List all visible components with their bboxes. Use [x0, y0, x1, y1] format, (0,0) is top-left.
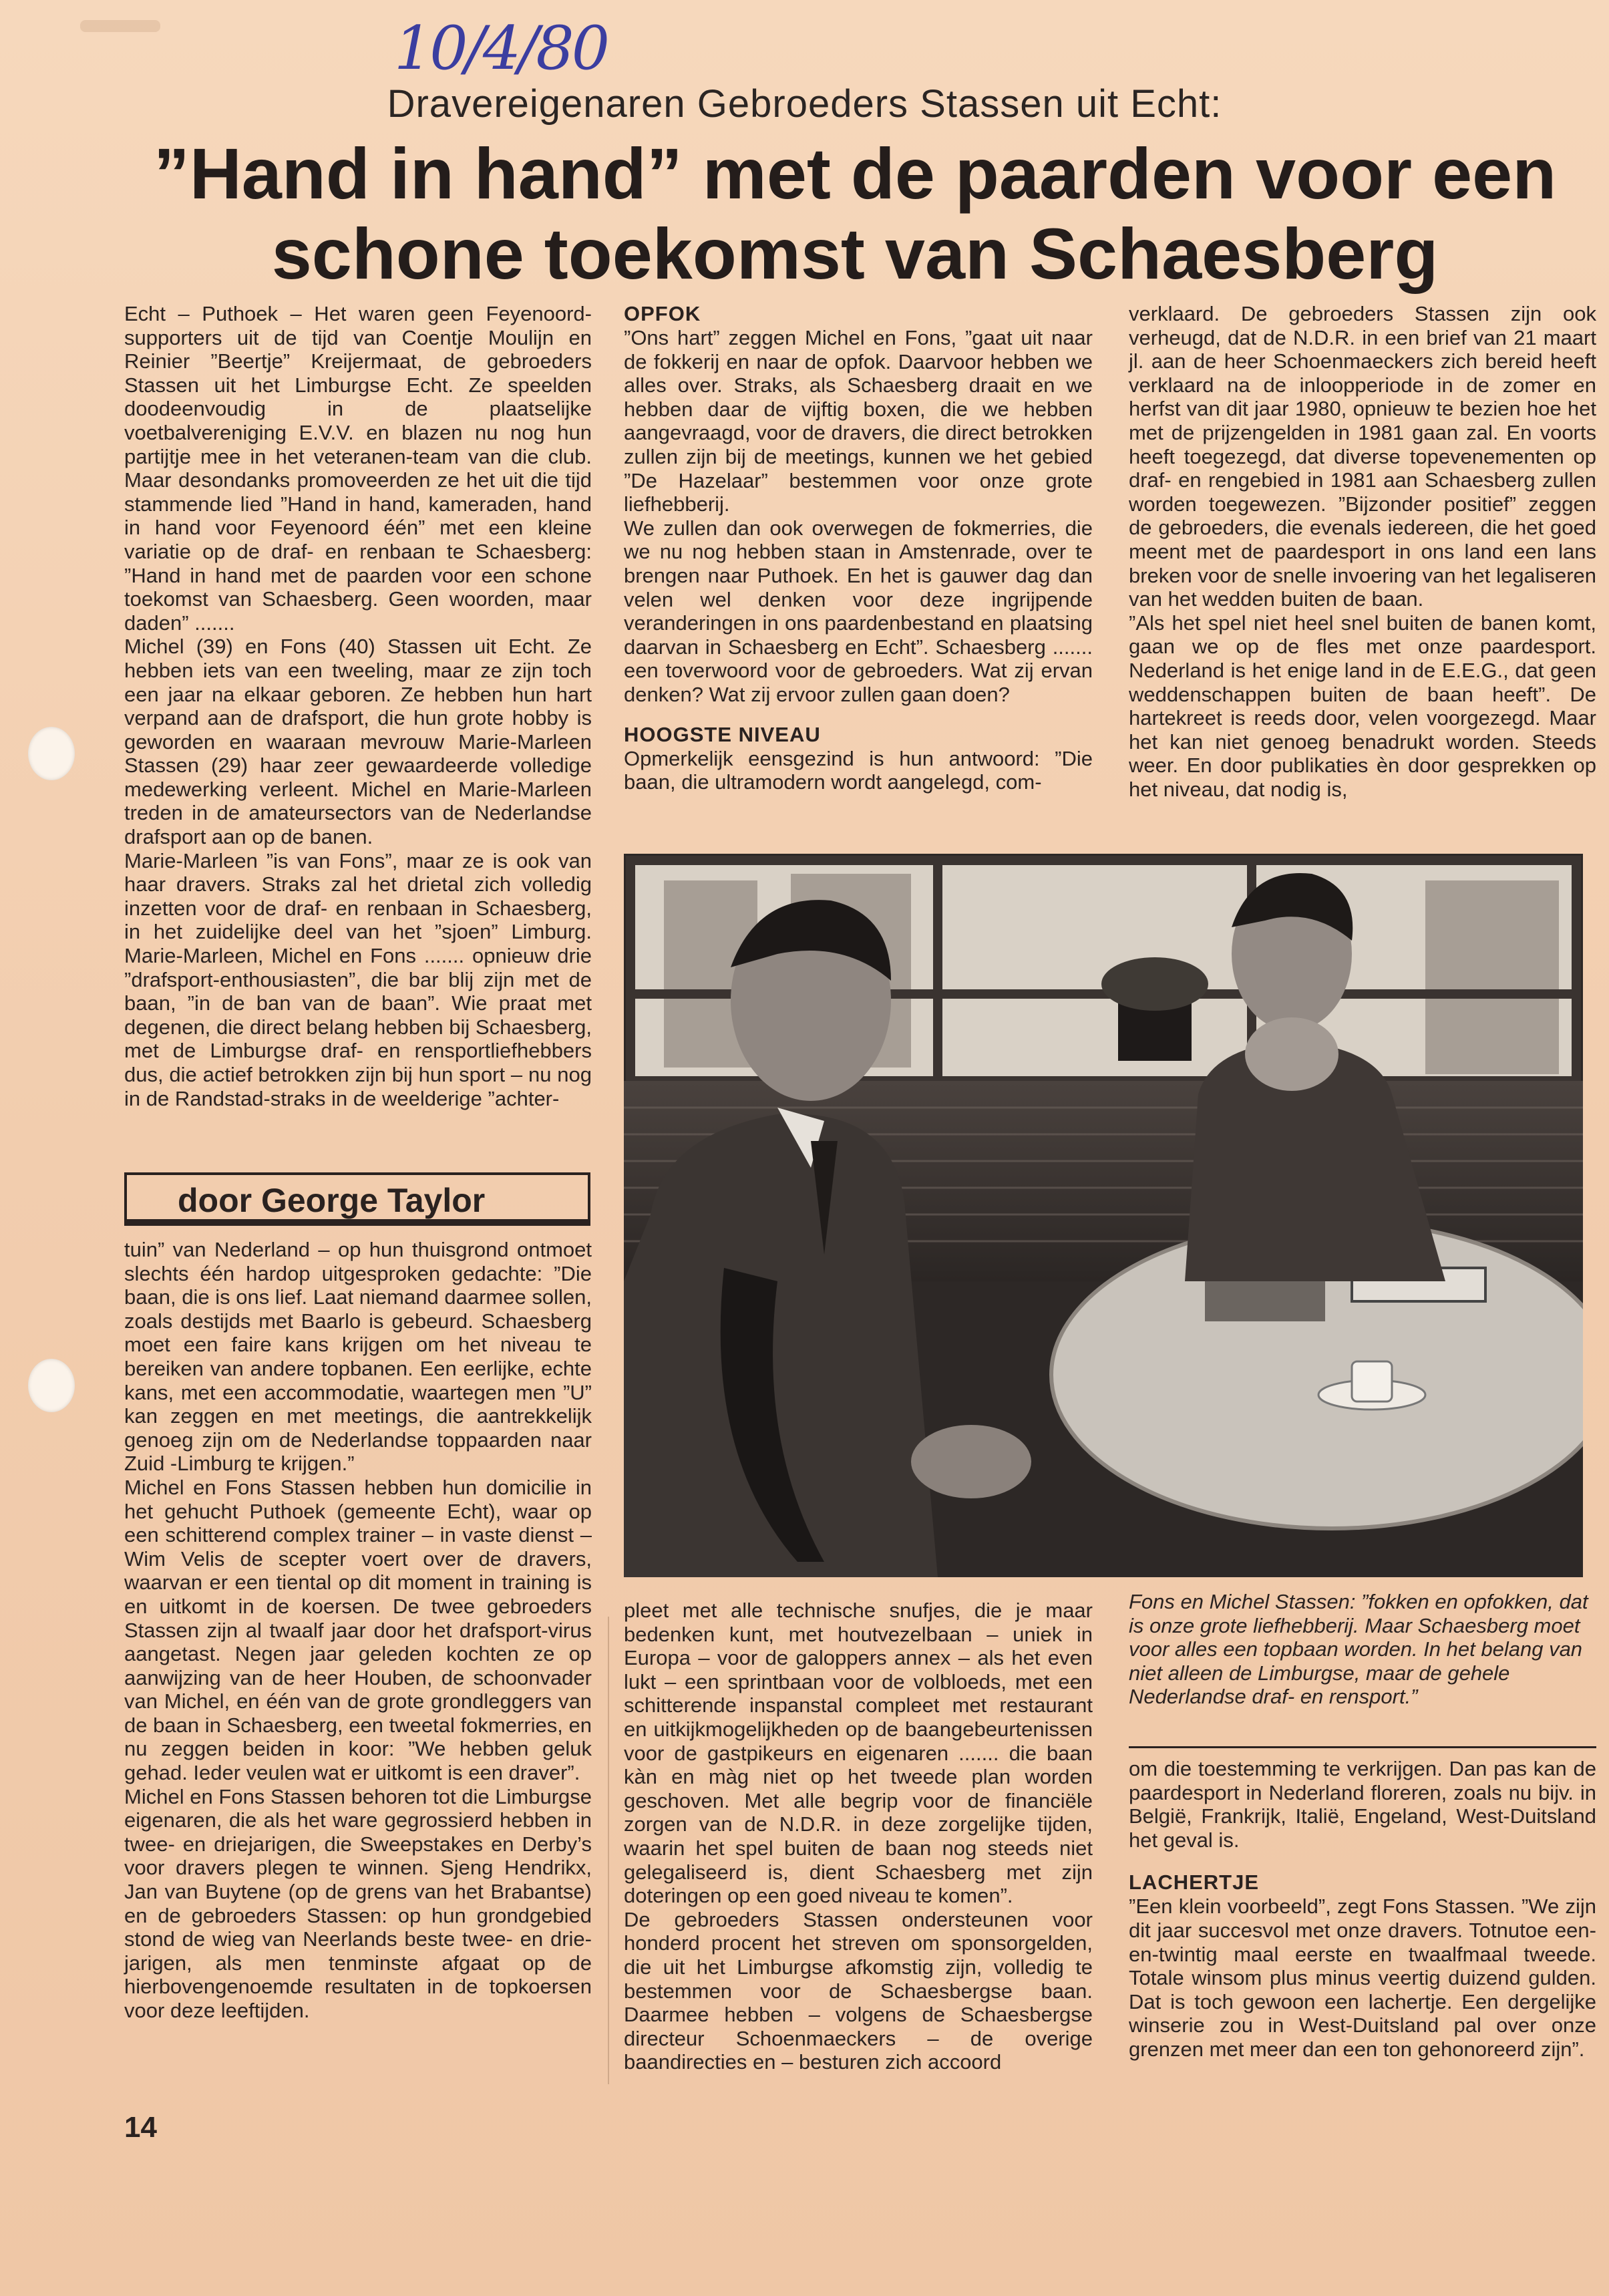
paragraph: verklaard. De gebroeders Stassen zijn ook verheugd, dat de N.D.R. in een brief van 21 maart jl. aan de heer Schoenmaeckers zich bereid heeft verklaard na de inloopperiode in de zomer en herfst van dit jaar 1980, opnieuw te bezien hoe het met de prijzengelden in 1981 gaan zal. En voorts heeft toegezegd, dat diverse topevenementen op draf- en rengebied in 1981 aan Schaesberg zullen worden toegewezen. ”Bijzonder positief” zeggen de gebroeders, die evenals iedereen, die het goed meent met de paardesport in ons land een lans breken voor de snelle invoering van het legaliseren van het wedden buiten de baan. — [1129, 302, 1596, 611]
subheading-lachertje: LACHERTJE — [1129, 1870, 1260, 1895]
paragraph: om die toestemming te verkrijgen. Dan pas kan de paardesport in Nederland floreren, zoals nu bijv. in België, Frankrijk, Italië, Engeland, West-Duitsland het geval is. — [1129, 1757, 1596, 1852]
column-1-bottom — [124, 1238, 592, 2023]
paragraph: Echt – Puthoek – Het waren geen Feyenoord-supporters uit de tijd van Coentje Moulijn en Reinier ”Beertje” Kreijermaat, de gebroeders Stassen uit het Limburgse Echt. Ze speelden doodeenvoudig in de plaatselijke voetbalvereniging E.V.V. en blazen nu nog hun partijtje mee in het veteranen-team van die club. Maar desondanks promoveerden ze het uit die tijd stammende lied ”Hand in hand, kameraden, hand in hand voor Feyenoord één” met een kleine variatie op de draf- en renbaan te Schaesberg: ”Hand in hand met de paarden voor een schone toekomst van Schaesberg. Geen woorden, maar daden” ....... — [124, 302, 592, 635]
paragraph: tuin” van Nederland – op hun thuisgrond ontmoet slechts één hardop uitgesproken gedachte: ”Die baan, die is ons lief. Laat niemand daarmee sollen, zoals destijds met Baarlo is gebeurd. Schaesberg moet een faire kans krijgen om het niveau te bereiken van andere topbanen. Een eerlijke, echte kans, met een accommodatie, waartegen men ”U” kan zeggen en met meetings, die aantrekkelijk genoeg zijn om de Nederlandse toppaarden naar Zuid -Limburg te krijgen.” — [124, 1238, 592, 1476]
paragraph: We zullen dan ook overwegen de fokmerries, die we nu nog hebben staan in Amstenrade, over te brengen naar Puthoek. En het is gauwer dag dan velen wel denken voor deze ingrijpende veranderingen in ons paardenbestand en plaatsing daarvan in Schaesberg en Echt”. Schaesberg ....... een toverwoord voor de gebroeders. Wat zij ervan denken? Wat zij ervoor zullen gaan doen? — [624, 516, 1093, 706]
handwritten-date: 10/4/80 — [394, 13, 607, 84]
paragraph: De gebroeders Stassen ondersteunen voor honderd procent het streven om sponsorgelden, die uit het Limburgse afkomstig zijn, volledig te bestemmen voor de Schaesbergse baan. Daarmee hebben – volgens de Schaesbergse directeur Schoenmaeckers – de overige baandirecties en – besturen zich accoord — [624, 1907, 1093, 2074]
paragraph: Marie-Marleen ”is van Fons”, maar ze is ook van haar dravers. Straks zal het drietal zich volledig inzetten voor de draf- en renbaan in Schaesberg, in het zuidelijke deel van het ”sjoen” Limburg. Marie-Marleen, Michel en Fons ....... opnieuw drie ”drafsport-enthousiasten”, die bar blij zijn met de baan, ”in de ban van de baan”. Wie praat met degenen, die direct belang hebben bij Schaesberg, met de Limburgse draf- en rensportliefhebbers dus, die actief betrokken zijn bij hun sport – nu nog in de Randstad-straks in de weelderige ”achter- — [124, 848, 592, 1110]
paragraph: ”Ons hart” zeggen Michel en Fons, ”gaat uit naar de fokkerij en naar de opfok. Daarvoor hebben we alles over. Straks, als Schaesberg draait en we hebben daar de vijftig boxen, die we hebben aangevraagd, voor de dravers, die direct betrokken zullen zijn bij de meetings, kunnen we het gebied ”De Hazelaar” bestemmen voor onze grote liefhebberij. — [624, 326, 1093, 516]
subheading-opfok: OPFOK — [624, 302, 701, 325]
caption-rule — [1129, 1746, 1596, 1748]
column-3-top — [1129, 302, 1596, 801]
paragraph: pleet met alle technische snufjes, die je maar bedenken kunt, met houtvezelbaan – uniek in Europa – voor de galoppers annex – als het even lukt – een sprintbaan voor de volbloeds, met een schitterende inspanstal compleet met restaurant en uitkijkmogelijkheden op de baangebeurtenissen voor de gastpikeurs en eigenaren ....... die baan kàn en màg niet op het tweede plan worden geschoven. Met alle begrip voor de financiële zorgen van de N.D.R. in deze zorgelijke tijden, waarin het spel buiten de baan nog steeds niet gelegaliseerd is, dient Schaesberg met zijn doteringen op een goed niveau te komen”. — [624, 1599, 1093, 1908]
photo-image — [624, 854, 1583, 1577]
column-divider — [608, 1617, 609, 2084]
paragraph: Michel en Fons Stassen hebben hun domicilie in het gehucht Puthoek (gemeente Echt), waar op een schitterend complex trainer – in vaste dienst – Wim Velis de scepter voert over de dravers, waarvan er een tiental op dit moment in training is en uitkomt in de koersen. De twee gebroeders Stassen zijn al twaalf jaar door het drafsport-virus aangetast. Negen jaar geleden kochten ze op aanwijzing van de heer Houben, de schoonvader van Michel, en één van de grote grondleggers van de baan in Schaesberg, een tweetal fokmerries, en nu zeggen beiden in koor: ”We hebben geluk gehad. Ieder veulen wat er uitkomt is een draver”. — [124, 1475, 592, 1785]
column-1-top — [124, 302, 592, 1110]
photo-stassen-brothers — [624, 854, 1583, 1577]
photo-caption: Fons en Michel Stassen: ”fokken en opfokken, dat is onze grote liefhebberij. Maar Schaesberg moet voor alles een topbaan worden. In het belang van niet alleen de Limburgse, maar de gehele Nederlandse draf- en rensport.” — [1129, 1590, 1588, 1709]
paragraph: Opmerkelijk eensgezind is hun antwoord: ”Die baan, die ultramodern wordt aangelegd, com- — [624, 746, 1093, 794]
paper-stain — [80, 20, 160, 32]
punch-hole-top — [28, 727, 75, 780]
paragraph: ”Als het spel niet heel snel buiten de banen komt, gaan we op de fles met onze paardesport. Nederland is het enige land in de E.E.G., dat geen weddenschappen buiten de baan heeft”. De hartekreet is reeds door, velen voorgezegd. Maar het kan niet genoeg benadrukt worden. Steeds weer. En door publikaties èn door gesprekken op het niveau, dat nodig is, — [1129, 611, 1596, 801]
paragraph: Michel (39) en Fons (40) Stassen uit Echt. Ze hebben iets van een tweeling, maar ze zijn toch een jaar na elkaar geboren. Ze hebben hun hart verpand aan de drafsport, die hun grote hobby is geworden en waaraan mevrouw Marie-Marleen Stassen (29) haar zeer gewaardeerde volledige medewerking verleent. Michel en Marie-Marleen treden in de amateursectors van de Nederlandse drafsport aan op de banen. — [124, 635, 592, 849]
column-2-bottom — [624, 1599, 1093, 2074]
byline: door George Taylor — [124, 1172, 590, 1226]
headline: ”Hand in hand” met de paarden voor een schone toekomst van Schaesberg — [153, 133, 1557, 294]
column-3-bottom — [1129, 1757, 1596, 2062]
paragraph: ”Een klein voorbeeld”, zegt Fons Stassen. ”We zijn dit jaar succesvol met onze dravers. Totnutoe een-en-twintig maal eerste en twaalfmaal tweede. Totale winsom plus minus veertig duizend gulden. Dat is toch gewoon een lachertje. Een dergelijke winserie zou in West-Duitsland pal over onze grenzen met meer dan een ton gehonoreerd zijn”. — [1129, 1895, 1596, 2061]
kicker: Dravereigenaren Gebroeders Stassen uit Echt: — [387, 82, 1222, 126]
punch-hole-bottom — [28, 1359, 75, 1412]
paragraph: Michel en Fons Stassen behoren tot die Limburgse eigenaren, die als het ware gegrossierd hebben in twee- en driejarigen, die Sweepstakes en Derby’s voor dravers plegen te winnen. Sjeng Hendrikx, Jan van Buytene (op de grens van het Brabantse) en de gebroeders Stassen: op hun grondgebied stond de wieg van Neerlands beste twee- en drie-jarigen, als men tenminste afgaat op de hierbovengenoemde resultaten in de topkoersen voor deze leeftijden. — [124, 1784, 592, 2022]
column-2-top — [624, 302, 1093, 794]
page-number: 14 — [124, 2111, 157, 2144]
subheading-hoogste-niveau: HOOGSTE NIVEAU — [624, 722, 821, 746]
